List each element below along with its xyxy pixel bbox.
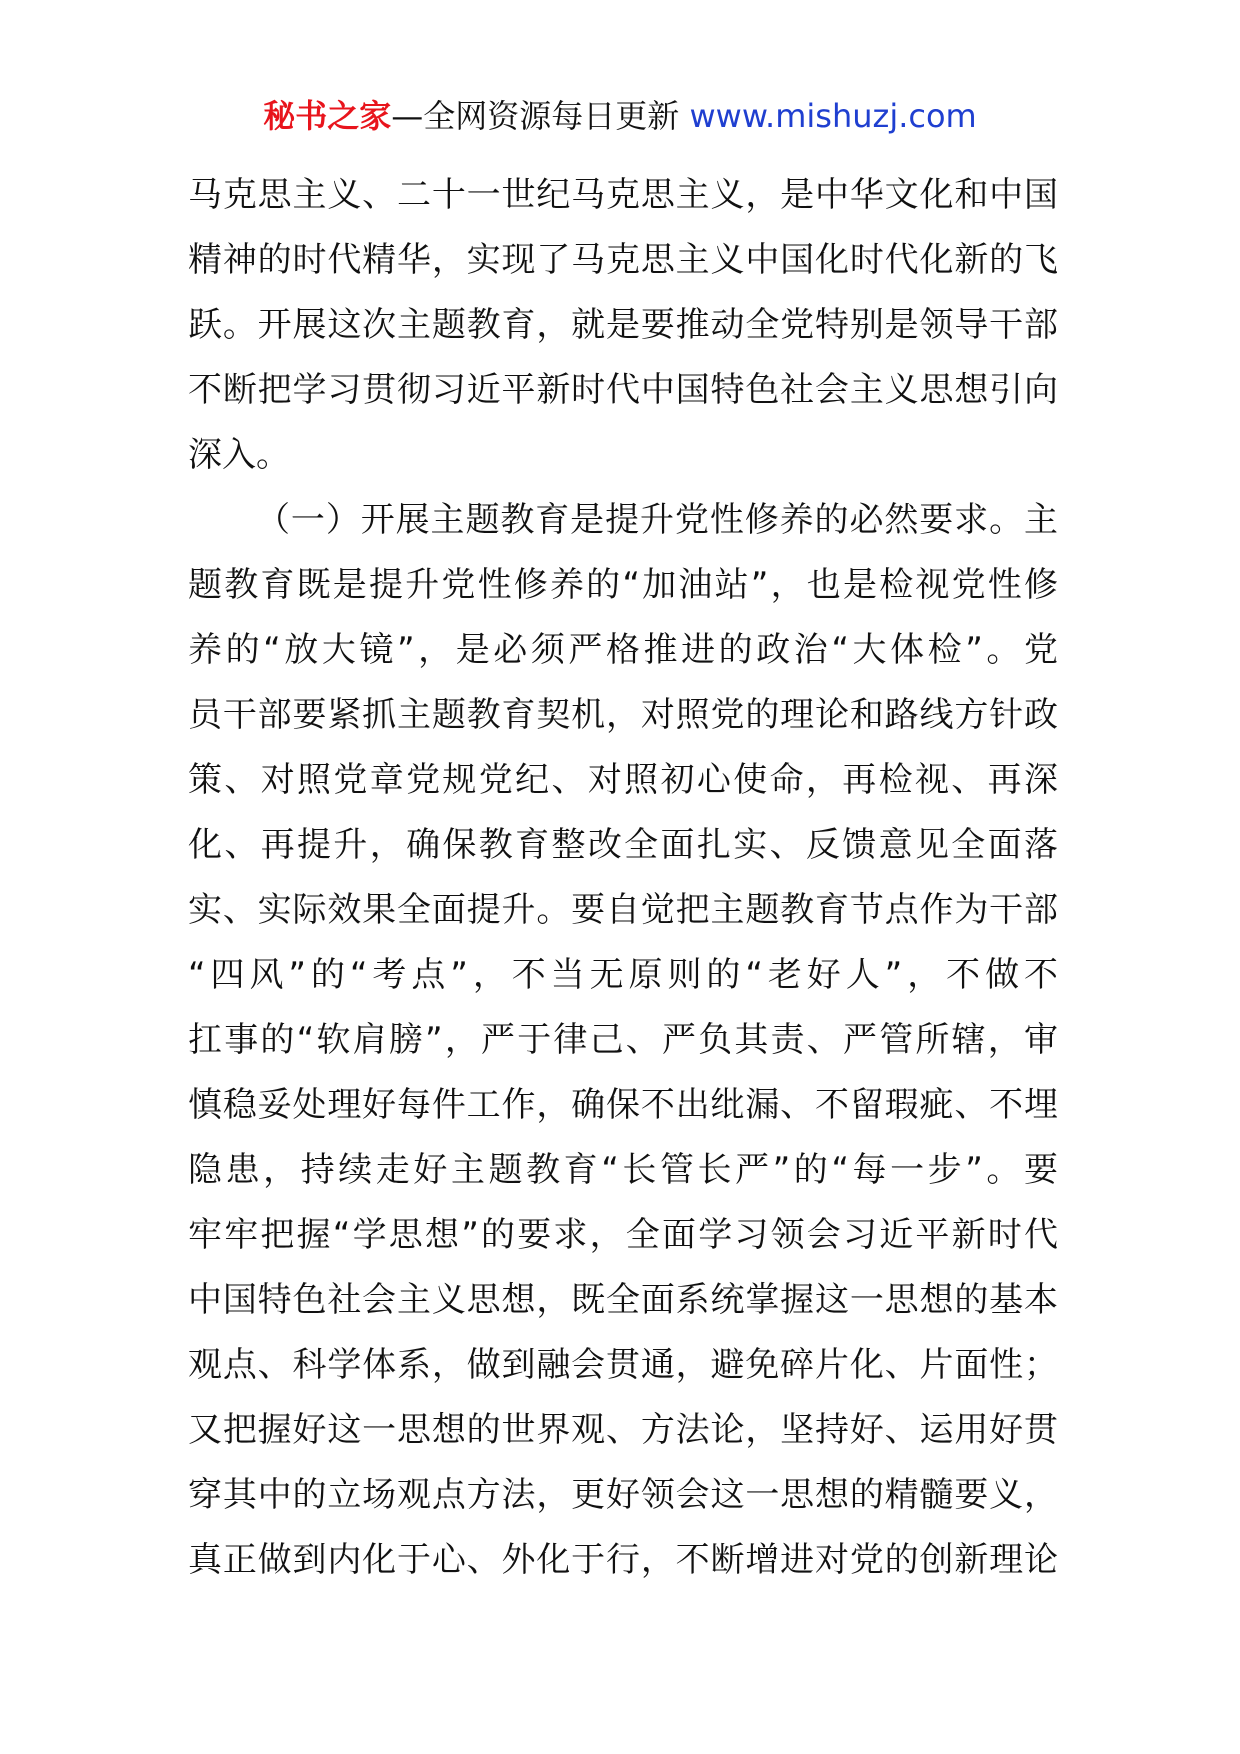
- text-line: 慎稳妥处理好每件工作，确保不出纰漏、不留瑕疵、不埋: [188, 1085, 1058, 1125]
- site-url[interactable]: www.mishuzj.com: [689, 97, 977, 135]
- text-line: 穿其中的立场观点方法，更好领会这一思想的精髓要义，: [188, 1475, 1058, 1515]
- text-line: 养的“放大镜”，是必须严格推进的政治“大体检”。党: [188, 630, 1058, 670]
- text-line: 深入。: [188, 435, 290, 475]
- text-line: 马克思主义、二十一世纪马克思主义，是中华文化和中国: [188, 175, 1058, 215]
- text-line: 牢牢把握“学思想”的要求，全面学习领会习近平新时代: [188, 1215, 1058, 1255]
- section-heading-line: （一）开展主题教育是提升党性修养的必然要求。主: [256, 500, 1058, 540]
- text-line: 策、对照党章党规党纪、对照初心使命，再检视、再深: [188, 760, 1058, 800]
- text-line: 观点、科学体系，做到融会贯通，避免碎片化、片面性；: [188, 1345, 1058, 1385]
- text-line: 中国特色社会主义思想，既全面系统掌握这一思想的基本: [188, 1280, 1058, 1320]
- text-line: 真正做到内化于心、外化于行，不断增进对党的创新理论: [188, 1540, 1058, 1580]
- text-line: 实、实际效果全面提升。要自觉把主题教育节点作为干部: [188, 890, 1058, 930]
- text-line: 题教育既是提升党性修养的“加油站”，也是检视党性修: [188, 565, 1058, 605]
- text-line: 跃。开展这次主题教育，就是要推动全党特别是领导干部: [188, 305, 1058, 345]
- text-line: 扛事的“软肩膀”，严于律己、严负其责、严管所辖，审: [188, 1020, 1058, 1060]
- text-line: 化、再提升，确保教育整改全面扎实、反馈意见全面落: [188, 825, 1058, 865]
- brand-name: 秘书之家: [263, 97, 392, 135]
- text-line: “四风”的“考点”，不当无原则的“老好人”，不做不: [188, 955, 1058, 995]
- text-line: 不断把学习贯彻习近平新时代中国特色社会主义思想引向: [188, 370, 1058, 410]
- text-line: 精神的时代精华，实现了马克思主义中国化时代化新的飞: [188, 240, 1058, 280]
- document-body: [188, 163, 1058, 1593]
- text-line: 员干部要紧抓主题教育契机，对照党的理论和路线方针政: [188, 695, 1058, 735]
- watermark-header: [0, 94, 1240, 138]
- text-line: 又把握好这一思想的世界观、方法论，坚持好、运用好贯: [188, 1410, 1058, 1450]
- header-tagline: —全网资源每日更新: [391, 97, 680, 135]
- text-line: 隐患，持续走好主题教育“长管长严”的“每一步”。要: [188, 1150, 1058, 1190]
